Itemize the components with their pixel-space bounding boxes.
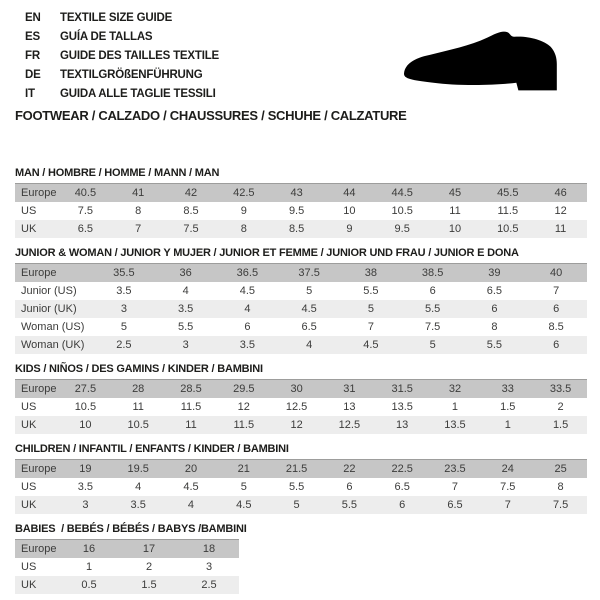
size-value: 2.5 xyxy=(179,576,239,594)
size-value: 2 xyxy=(119,558,179,576)
size-value: 39 xyxy=(464,264,526,283)
size-value: 40.5 xyxy=(59,184,112,203)
size-value: 46 xyxy=(534,184,587,203)
size-value: 31 xyxy=(323,380,376,399)
table-row xyxy=(15,576,239,594)
size-value: 6.5 xyxy=(429,496,482,514)
size-value: 10 xyxy=(323,202,376,220)
size-value: 4.5 xyxy=(340,336,402,354)
size-value: 7.5 xyxy=(534,496,587,514)
row-label: US xyxy=(15,202,59,220)
lang-label: GUIDA ALLE TAGLIE TESSILI xyxy=(60,88,216,100)
size-value: 1 xyxy=(59,558,119,576)
table-row xyxy=(15,380,587,399)
size-value: 4.5 xyxy=(165,478,218,496)
size-value: 12.5 xyxy=(270,398,323,416)
size-value: 5 xyxy=(278,282,340,300)
table-row xyxy=(15,282,587,300)
size-value: 6 xyxy=(217,318,279,336)
size-value: 6.5 xyxy=(464,282,526,300)
row-label: Europe xyxy=(15,460,59,479)
size-value: 3.5 xyxy=(59,478,112,496)
size-value: 5 xyxy=(270,496,323,514)
table-title: KIDS / NIÑOS / DES GAMINS / KINDER / BAMBINI xyxy=(15,363,263,375)
size-table-section-children xyxy=(15,442,587,514)
size-value: 45.5 xyxy=(481,184,534,203)
lang-row-de xyxy=(25,66,219,85)
size-value: 9.5 xyxy=(376,220,429,238)
size-value: 4.5 xyxy=(278,300,340,318)
size-value: 12 xyxy=(534,202,587,220)
category-line: FOOTWEAR / CALZADO / CHAUSSURES / SCHUHE / CALZATURE xyxy=(15,108,407,123)
size-value: 6.5 xyxy=(59,220,112,238)
size-value: 7.5 xyxy=(59,202,112,220)
size-value: 10.5 xyxy=(59,398,112,416)
size-table xyxy=(15,379,587,434)
size-value: 11 xyxy=(112,398,165,416)
size-table xyxy=(15,539,239,594)
size-value: 42 xyxy=(165,184,218,203)
size-value: 9.5 xyxy=(270,202,323,220)
lang-label: TEXTILGRÖßENFÜHRUNG xyxy=(60,69,203,81)
lang-label: TEXTILE SIZE GUIDE xyxy=(60,12,173,24)
size-value: 8.5 xyxy=(525,318,587,336)
size-value: 0.5 xyxy=(59,576,119,594)
table-row xyxy=(15,264,587,283)
size-value: 30 xyxy=(270,380,323,399)
size-value: 2 xyxy=(534,398,587,416)
size-value: 10.5 xyxy=(481,220,534,238)
size-value: 40 xyxy=(525,264,587,283)
size-value: 4 xyxy=(112,478,165,496)
size-value: 8 xyxy=(464,318,526,336)
size-value: 11 xyxy=(429,202,482,220)
size-value: 8 xyxy=(112,202,165,220)
size-value: 11 xyxy=(534,220,587,238)
size-value: 3 xyxy=(59,496,112,514)
size-value: 13.5 xyxy=(429,416,482,434)
size-value: 3.5 xyxy=(93,282,155,300)
size-value: 5.5 xyxy=(323,496,376,514)
table-row xyxy=(15,460,587,479)
size-value: 11.5 xyxy=(217,416,270,434)
size-value: 35.5 xyxy=(93,264,155,283)
table-row xyxy=(15,300,587,318)
size-value: 5 xyxy=(93,318,155,336)
row-label: US xyxy=(15,478,59,496)
size-value: 17 xyxy=(119,540,179,559)
size-value: 1 xyxy=(429,398,482,416)
size-value: 22 xyxy=(323,460,376,479)
size-value: 28 xyxy=(112,380,165,399)
size-tables-area xyxy=(15,166,587,600)
size-value: 38.5 xyxy=(402,264,464,283)
size-value: 38 xyxy=(340,264,402,283)
size-value: 10.5 xyxy=(112,416,165,434)
row-label: UK xyxy=(15,220,59,238)
size-value: 4 xyxy=(278,336,340,354)
size-table xyxy=(15,263,587,354)
row-label: Europe xyxy=(15,380,59,399)
table-title: MAN / HOMBRE / HOMME / MANN / MAN xyxy=(15,167,220,179)
lang-row-it xyxy=(25,85,219,104)
lang-label: GUIDE DES TAILLES TEXTILE xyxy=(60,50,219,62)
size-value: 10 xyxy=(429,220,482,238)
table-row xyxy=(15,184,587,203)
size-value: 10 xyxy=(59,416,112,434)
size-value: 2.5 xyxy=(93,336,155,354)
size-value: 19 xyxy=(59,460,112,479)
size-value: 5.5 xyxy=(340,282,402,300)
size-value: 3.5 xyxy=(112,496,165,514)
lang-label: GUÍA DE TALLAS xyxy=(60,31,153,43)
size-value: 24 xyxy=(481,460,534,479)
size-value: 6 xyxy=(376,496,429,514)
size-value: 44.5 xyxy=(376,184,429,203)
row-label: Junior (US) xyxy=(15,282,93,300)
size-value: 33 xyxy=(481,380,534,399)
table-row xyxy=(15,478,587,496)
size-value: 13.5 xyxy=(376,398,429,416)
size-value: 7.5 xyxy=(165,220,218,238)
size-value: 5.5 xyxy=(464,336,526,354)
size-value: 18 xyxy=(179,540,239,559)
size-value: 42.5 xyxy=(217,184,270,203)
size-value: 7 xyxy=(525,282,587,300)
size-value: 23.5 xyxy=(429,460,482,479)
table-row xyxy=(15,336,587,354)
size-value: 8.5 xyxy=(165,202,218,220)
size-value: 7 xyxy=(112,220,165,238)
size-value: 8 xyxy=(534,478,587,496)
size-value: 10.5 xyxy=(376,202,429,220)
size-value: 5 xyxy=(340,300,402,318)
size-value: 20 xyxy=(165,460,218,479)
size-value: 12.5 xyxy=(323,416,376,434)
size-value: 13 xyxy=(323,398,376,416)
size-value: 4 xyxy=(217,300,279,318)
size-value: 6 xyxy=(323,478,376,496)
size-table-section-kids xyxy=(15,362,587,434)
row-label: Woman (US) xyxy=(15,318,93,336)
size-value: 19.5 xyxy=(112,460,165,479)
size-value: 29.5 xyxy=(217,380,270,399)
size-value: 9 xyxy=(217,202,270,220)
size-value: 32 xyxy=(429,380,482,399)
size-value: 5 xyxy=(217,478,270,496)
size-value: 7.5 xyxy=(402,318,464,336)
row-label: UK xyxy=(15,416,59,434)
lang-code: FR xyxy=(25,50,40,62)
lang-code: DE xyxy=(25,69,41,81)
size-value: 44 xyxy=(323,184,376,203)
table-row xyxy=(15,220,587,238)
size-value: 1.5 xyxy=(534,416,587,434)
lang-code: ES xyxy=(25,31,40,43)
size-value: 21 xyxy=(217,460,270,479)
size-value: 7 xyxy=(429,478,482,496)
lang-row-en xyxy=(25,9,219,28)
table-row xyxy=(15,318,587,336)
size-value: 7.5 xyxy=(481,478,534,496)
table-row xyxy=(15,558,239,576)
size-value: 11.5 xyxy=(481,202,534,220)
row-label: US xyxy=(15,558,59,576)
row-label: Europe xyxy=(15,184,59,203)
size-value: 1 xyxy=(481,416,534,434)
lang-code: EN xyxy=(25,12,41,24)
size-value: 36.5 xyxy=(217,264,279,283)
size-value: 43 xyxy=(270,184,323,203)
table-row xyxy=(15,398,587,416)
size-value: 4 xyxy=(155,282,217,300)
size-value: 27.5 xyxy=(59,380,112,399)
size-value: 1.5 xyxy=(481,398,534,416)
row-label: Europe xyxy=(15,264,93,283)
size-value: 7 xyxy=(340,318,402,336)
size-value: 28.5 xyxy=(165,380,218,399)
size-value: 3 xyxy=(93,300,155,318)
size-value: 4.5 xyxy=(217,496,270,514)
size-value: 1.5 xyxy=(119,576,179,594)
size-value: 16 xyxy=(59,540,119,559)
size-value: 5 xyxy=(402,336,464,354)
size-value: 4 xyxy=(165,496,218,514)
size-value: 12 xyxy=(270,416,323,434)
size-value: 21.5 xyxy=(270,460,323,479)
size-value: 11.5 xyxy=(165,398,218,416)
table-row xyxy=(15,202,587,220)
size-table xyxy=(15,459,587,514)
size-value: 13 xyxy=(376,416,429,434)
size-value: 8.5 xyxy=(270,220,323,238)
size-value: 41 xyxy=(112,184,165,203)
table-title: BABIES / BEBÉS / BÉBÉS / BABYS /BAMBINI xyxy=(15,523,247,535)
size-value: 6 xyxy=(402,282,464,300)
size-value: 25 xyxy=(534,460,587,479)
size-value: 6 xyxy=(464,300,526,318)
size-value: 8 xyxy=(217,220,270,238)
size-value: 12 xyxy=(217,398,270,416)
row-label: UK xyxy=(15,576,59,594)
size-value: 36 xyxy=(155,264,217,283)
size-value: 5.5 xyxy=(402,300,464,318)
size-value: 7 xyxy=(481,496,534,514)
table-row xyxy=(15,540,239,559)
size-value: 9 xyxy=(323,220,376,238)
lang-row-es xyxy=(25,28,219,47)
size-value: 45 xyxy=(429,184,482,203)
table-row xyxy=(15,416,587,434)
table-row xyxy=(15,496,587,514)
size-value: 11 xyxy=(165,416,218,434)
size-table-section-junior_woman xyxy=(15,246,587,354)
size-value: 6.5 xyxy=(278,318,340,336)
size-value: 5.5 xyxy=(270,478,323,496)
size-value: 6 xyxy=(525,300,587,318)
size-value: 5.5 xyxy=(155,318,217,336)
table-title: CHILDREN / INFANTIL / ENFANTS / KINDER / BAMBINI xyxy=(15,443,289,455)
lang-code: IT xyxy=(25,88,35,100)
table-title: JUNIOR & WOMAN / JUNIOR Y MUJER / JUNIOR ET FEMME / JUNIOR UND FRAU / JUNIOR E DONA xyxy=(15,247,519,259)
dress-shoe-icon xyxy=(399,26,573,94)
size-value: 3 xyxy=(179,558,239,576)
size-value: 37.5 xyxy=(278,264,340,283)
language-title-block xyxy=(25,9,219,104)
size-value: 6.5 xyxy=(376,478,429,496)
row-label: US xyxy=(15,398,59,416)
row-label: Europe xyxy=(15,540,59,559)
size-value: 33.5 xyxy=(534,380,587,399)
size-value: 3 xyxy=(155,336,217,354)
size-table xyxy=(15,183,587,238)
size-table-section-man xyxy=(15,166,587,238)
size-value: 3.5 xyxy=(217,336,279,354)
row-label: Junior (UK) xyxy=(15,300,93,318)
size-value: 6 xyxy=(525,336,587,354)
lang-row-fr xyxy=(25,47,219,66)
row-label: UK xyxy=(15,496,59,514)
row-label: Woman (UK) xyxy=(15,336,93,354)
size-value: 3.5 xyxy=(155,300,217,318)
size-value: 31.5 xyxy=(376,380,429,399)
size-table-section-babies xyxy=(15,522,587,594)
size-value: 22.5 xyxy=(376,460,429,479)
size-value: 4.5 xyxy=(217,282,279,300)
